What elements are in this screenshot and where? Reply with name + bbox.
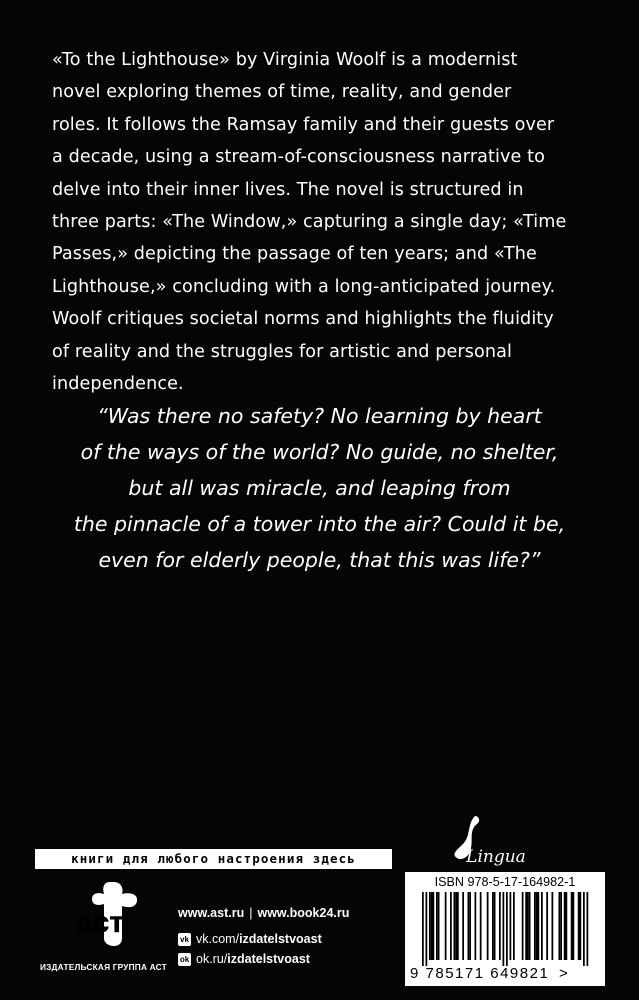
description-line: roles. It follows the Ramsay family and their guests over xyxy=(52,114,555,135)
websites-row xyxy=(178,900,349,926)
barcode-bar xyxy=(566,892,568,960)
barcode-bar xyxy=(506,892,508,966)
barcode-digits-text: 9 785171 649821 xyxy=(410,965,550,982)
description-line: of reality and the struggles for artistic and personal xyxy=(52,341,512,362)
barcode-bar xyxy=(422,892,424,966)
barcode-bar xyxy=(534,892,536,960)
barcode-bar xyxy=(450,892,452,960)
barcode-bar xyxy=(527,892,529,960)
quote-line: but all was miracle, and leaping from xyxy=(128,476,511,501)
barcode-bar xyxy=(436,892,438,960)
barcode-bar xyxy=(580,892,582,960)
website-link-book24[interactable]: www.book24.ru xyxy=(257,906,350,920)
barcode-bar xyxy=(510,892,512,960)
website-link-ast[interactable]: www.ast.ru xyxy=(178,906,245,920)
barcode-bar xyxy=(468,892,470,960)
barcode-bar xyxy=(445,892,447,960)
barcode-bar xyxy=(578,892,580,960)
barcode-bar xyxy=(587,892,589,966)
barcode-bar xyxy=(433,892,435,960)
barcode-bar xyxy=(480,892,482,960)
barcode-bar xyxy=(462,892,464,960)
barcode-bar xyxy=(469,892,471,960)
barcode-bar xyxy=(503,892,505,966)
publisher-caption: ИЗДАТЕЛЬСКАЯ ГРУППА АСТ xyxy=(40,962,167,972)
description-line: three parts: «The Window,» capturing a single day; «Time xyxy=(52,212,567,233)
barcode-bar xyxy=(536,892,538,960)
barcode-bar xyxy=(455,892,457,960)
quote-line: “Was there no safety? No learning by heart xyxy=(97,404,542,428)
barcode-bar xyxy=(529,892,531,960)
barcode-bar xyxy=(560,892,562,960)
ok-url-prefix: ok.ru/ xyxy=(196,952,228,966)
ast-logo xyxy=(52,880,152,948)
description-line: «To the Lighthouse» by Virginia Woolf is a modernist xyxy=(52,50,518,70)
barcode-arrow: > xyxy=(558,965,570,982)
isbn-number: ISBN 978-5-17-164982-1 xyxy=(434,875,576,889)
book-quote xyxy=(40,398,599,578)
barcode-bar xyxy=(499,892,501,960)
ast-logo-text: аст xyxy=(75,906,125,939)
barcode-bar xyxy=(513,892,515,960)
description-line: Woolf critiques societal norms and highlights the fluidity xyxy=(52,309,554,330)
barcode-bar xyxy=(559,892,561,960)
description-line: a decade, using a stream-of-consciousness narrative to xyxy=(52,147,546,168)
quote-line: even for elderly people, that this was life?” xyxy=(98,548,541,573)
vk-url-handle: izdatelstvoast xyxy=(239,932,322,946)
description-line: Lighthouse,» concluding with a long-anticipated journey. xyxy=(52,276,556,297)
barcode-bar xyxy=(475,892,477,960)
quote-line: the pinnacle of a tower into the air? Could it be, xyxy=(73,512,566,537)
barcode-bar xyxy=(538,892,540,960)
barcode-digits xyxy=(410,965,600,982)
barcode-bar xyxy=(487,892,489,960)
lingua-logo-text: Lingua xyxy=(466,847,526,867)
barcode-bar xyxy=(438,892,440,960)
description-line: novel exploring themes of time, reality, and gender xyxy=(52,82,512,103)
vk-url-prefix: vk.com/ xyxy=(196,932,240,946)
barcode-bars xyxy=(416,892,596,966)
description-line: delve into their inner lives. The novel is structured in xyxy=(52,179,524,200)
barcode-bar xyxy=(457,892,459,960)
barcode-bar xyxy=(564,892,566,960)
barcode-bar xyxy=(552,892,554,960)
barcode-bar xyxy=(571,892,573,960)
vk-icon: vk xyxy=(178,933,191,946)
ok-url-handle: izdatelstvoast xyxy=(227,952,310,966)
lingua-logo xyxy=(441,814,541,870)
ok-icon: ok xyxy=(179,954,190,964)
quote-line: of the ways of the world? No guide, no shelter, xyxy=(80,440,559,465)
isbn-barcode xyxy=(405,872,605,986)
social-row-ok[interactable] xyxy=(178,946,349,972)
description-line: Passes,» depicting the passage of ten years; and «The xyxy=(52,244,537,265)
barcode-bar xyxy=(429,892,431,960)
barcode-bar xyxy=(573,892,575,960)
barcode-bar xyxy=(525,892,527,960)
tagline-bar: книги для любого настроения здесь xyxy=(35,849,392,869)
description-line: independence. xyxy=(52,374,184,395)
barcode-bar xyxy=(541,892,543,960)
barcode-bar xyxy=(494,892,496,960)
barcode-bar xyxy=(431,892,433,960)
barcode-bar xyxy=(492,892,494,960)
barcode-bar xyxy=(583,892,585,966)
book-description xyxy=(52,44,597,400)
barcode-bar xyxy=(454,892,456,960)
website-separator: | xyxy=(249,906,253,920)
barcode-bar xyxy=(426,892,428,966)
barcode-bar xyxy=(546,892,548,960)
barcode-bar xyxy=(522,892,524,960)
publisher-contacts xyxy=(178,900,349,972)
